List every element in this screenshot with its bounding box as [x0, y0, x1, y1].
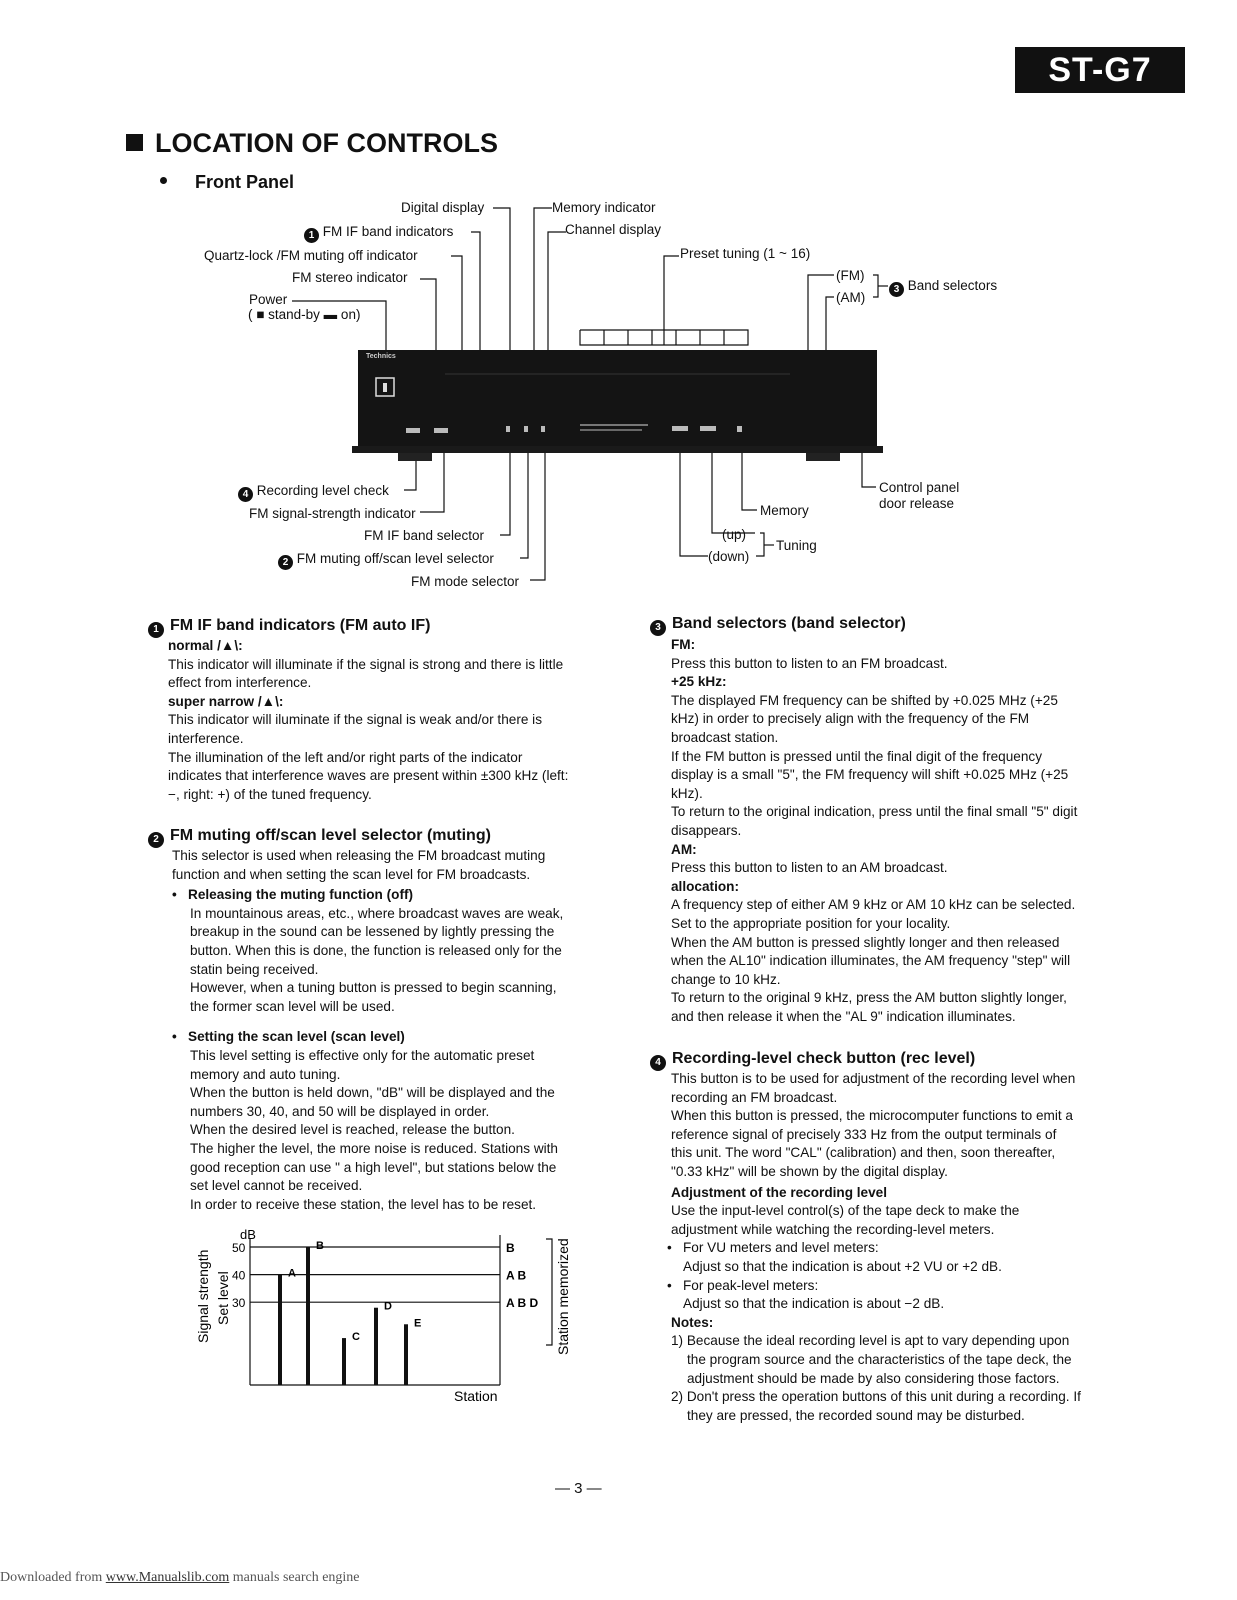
scan-level-text-2: When the button is held down, "dB" will be displayed and the numbers 30, 40, and 50 will be displayed in order.: [190, 1085, 555, 1119]
scan-level-title: • Setting the scan level (scan level): [172, 1028, 577, 1047]
chart-bar-label: B: [316, 1240, 324, 1252]
scan-level-text-5: In order to receive these station, the level has to be reset.: [190, 1196, 537, 1212]
section-1-title: [148, 617, 430, 638]
callout-fm-muting-scan: [278, 551, 494, 570]
section-3-title-text: Band selectors (band selector): [672, 615, 906, 632]
callout-rec-level-check-text: Recording level check: [256, 483, 389, 498]
page-number: — 3 —: [555, 1480, 602, 1497]
section-2-title-text: FM muting off/scan level selector (muting): [170, 827, 491, 844]
vu-meter-text: Adjust so that the indication is about +2 VU or +2 dB.: [683, 1258, 1002, 1274]
callout-quartz-lock: Quartz-lock /FM muting off indicator: [204, 248, 418, 263]
callout-band-selectors-text: Band selectors: [907, 278, 998, 293]
releasing-muting-text-2: However, when a tuning button is pressed to begin scanning, the former scan level will be used.: [190, 980, 557, 1014]
super-narrow-label: super narrow /▲\:: [168, 693, 284, 709]
callout-band-selectors: [889, 278, 997, 297]
allocation-text-2: When the AM button is pressed slightly longer and then released when the AL10" indication illuminates, the AM frequency "step" will change to 10 kHz.: [671, 934, 1071, 987]
adjustment-title: Adjustment of the recording level: [671, 1184, 888, 1200]
number-1-icon: 1: [148, 622, 164, 638]
note-1: 1) Because the ideal recording level is apt to vary depending upon the program source and the characteristics of the tape deck, the adjustment should be made by also considering those factors.: [671, 1333, 1072, 1386]
callout-fm-signal-strength: FM signal-strength indicator: [249, 506, 416, 521]
callout-am: (AM): [836, 290, 866, 305]
allocation-text-1: A frequency step of either AM 9 kHz or AM 10 kHz can be selected. Set to the appropriate position for your locality.: [671, 897, 1076, 931]
callout-tuning: Tuning: [776, 538, 817, 553]
subtitle-text: Front Panel: [195, 172, 295, 192]
callout-fm-stereo: FM stereo indicator: [292, 270, 408, 285]
peak-meter-title: • For peak-level meters:: [667, 1277, 1081, 1296]
section-1-body: [168, 637, 576, 804]
super-narrow-text: This indicator will iluminate if the signal is weak and/or there is interference.: [168, 712, 542, 746]
number-3-icon: 3: [650, 620, 666, 636]
callout-fm: (FM): [836, 268, 865, 283]
chart-level-label: 50: [232, 1241, 246, 1255]
chart-ylabel-outer: Signal strength: [195, 1249, 211, 1343]
chart-memorized-label: A B: [506, 1268, 527, 1283]
callout-digital-display: Digital display: [401, 200, 485, 215]
rec-level-text-1: This button is to be used for adjustment of the recording level when recording an FM broadcast.: [671, 1071, 1076, 1105]
k25-text-1: The displayed FM frequency can be shifted by +0.025 MHz (+25 kHz) in order to precisely align with the frequency of the FM broadcast station.: [671, 692, 1058, 745]
rec-level-text-2: When this button is pressed, the microcomputer functions to emit a reference signal of precisely 333 Hz from the output terminals of this unit. The word "CAL" (calibration) and then, soon thereafter, "0.33 kHz" will be shown by the digital display.: [671, 1108, 1073, 1179]
chart-memorized-label: B: [506, 1241, 515, 1255]
chart-memorized-label: A B D: [506, 1296, 539, 1311]
scan-level-text-3: When the desired level is reached, release the button.: [190, 1122, 515, 1138]
callout-channel-display: Channel display: [565, 222, 662, 237]
callout-memory: Memory: [760, 503, 809, 518]
fm-label: FM:: [671, 637, 696, 652]
model-badge: ST-G7: [1015, 47, 1185, 93]
tuner-device: [352, 350, 883, 461]
callout-rec-level-check: [238, 483, 389, 502]
number-2-icon: 2: [278, 555, 293, 570]
callout-fm-muting-scan-text: FM muting off/scan level selector: [296, 551, 494, 566]
chart-level-label: 40: [232, 1268, 246, 1283]
front-panel-diagram: [0, 0, 1237, 620]
am-label: AM:: [671, 841, 697, 857]
k25-label: +25 kHz:: [671, 674, 727, 690]
chart-unit: dB: [240, 1227, 256, 1242]
number-2-icon: 2: [148, 832, 164, 848]
releasing-muting-text-1: In mountainous areas, etc., where broadcast waves are weak, breakup in the sound can be lessened by lightly pressing the button. When this is done, the function is released only for the statin being received.: [190, 905, 564, 977]
chart-ylabel-right: Station memorized: [555, 1238, 571, 1355]
notes-label: Notes:: [671, 1314, 714, 1330]
footer: [0, 1570, 360, 1586]
releasing-muting-title: • Releasing the muting function (off): [172, 886, 577, 905]
normal-label: normal /▲\:: [168, 638, 243, 653]
callout-fm-if-band-indicators: [304, 224, 453, 243]
k25-text-2: If the FM button is pressed until the final digit of the frequency display is a small "5", the FM frequency will shift +0.025 MHz (+25 kHz).: [671, 748, 1069, 801]
chart-memorized-bracket: [546, 1239, 552, 1345]
k25-text-3: To return to the original indication, press until the final small "5" digit disappears.: [671, 804, 1078, 838]
fm-text: Press this button to listen to an FM broadcast.: [671, 655, 948, 671]
callout-fm-if-band-selector: FM IF band selector: [364, 528, 485, 543]
chart-bar-label: A: [288, 1267, 296, 1280]
number-1-icon: 1: [304, 228, 319, 243]
vu-meter-title: • For VU meters and level meters:: [667, 1239, 1081, 1258]
section-2-body: [172, 847, 577, 1214]
section-4-title: [650, 1050, 975, 1071]
normal-text: This indicator will illuminate if the signal is strong and there is little effect from interference.: [168, 656, 564, 691]
chart-bar-label: D: [384, 1300, 392, 1313]
peak-meter-text: Adjust so that the indication is about −2 dB.: [683, 1296, 945, 1312]
note-2: 2) Don't press the operation buttons of this unit during a recording. If they are pressed, the recorded sound may be disturbed.: [671, 1389, 1081, 1423]
chart-bar-label: C: [352, 1331, 360, 1344]
manualslib-link[interactable]: www.Manualslib.com: [105, 1570, 230, 1585]
section-1-title-text: FM IF band indicators (FM auto IF): [170, 617, 431, 634]
chart-bar: [404, 1324, 408, 1385]
device-brand-logo: Technics: [366, 353, 396, 360]
number-4-icon: 4: [238, 487, 253, 502]
section-3-body: [671, 636, 1079, 1026]
allocation-label: allocation:: [671, 878, 739, 894]
section-2-title: [148, 827, 491, 848]
chart-bar: [278, 1275, 282, 1385]
chart-bar-label: E: [414, 1317, 422, 1330]
muting-intro: This selector is used when releasing the FM broadcast muting function and when setting the scan level for FM broadcasts.: [172, 848, 546, 882]
callout-control-panel-1: Control panel: [879, 480, 960, 495]
chart-bar: [306, 1247, 310, 1385]
chart-xlabel: Station: [454, 1388, 498, 1404]
footer-suffix: manuals search engine: [229, 1570, 360, 1585]
number-4-icon: 4: [650, 1055, 666, 1071]
footer-prefix: Downloaded from: [0, 1570, 106, 1585]
chart-bar: [374, 1308, 378, 1385]
callout-up: (up): [722, 527, 747, 542]
section-4-title-text: Recording-level check button (rec level): [672, 1050, 976, 1067]
page-title-text: LOCATION OF CONTROLS: [155, 128, 498, 158]
chart-bar: [342, 1338, 346, 1385]
scan-level-text-4: The higher the level, the more noise is reduced. Stations with good reception can use " a high level", but stations below the set level cannot be received.: [190, 1140, 558, 1194]
callout-fm-if-band-indicators-text: FM IF band indicators: [322, 224, 454, 239]
am-text: Press this button to listen to an AM broadcast.: [671, 860, 948, 876]
illumination-text: The illumination of the left and/or right parts of the indicator indicates that interference waves are present within ±300 kHz (left: −, right: +) of the tuned frequency.: [168, 749, 569, 802]
scan-level-chart: [180, 1225, 580, 1410]
section-3-title: [650, 615, 906, 636]
callout-fm-mode-selector: FM mode selector: [411, 574, 520, 589]
adjustment-text: Use the input-level control(s) of the tape deck to make the adjustment while watching the recording-level meters.: [671, 1203, 1020, 1237]
callout-preset-tuning: Preset tuning (1 ~ 16): [680, 246, 811, 261]
callout-down: (down): [708, 549, 750, 564]
allocation-text-3: To return to the original 9 kHz, press the AM button slightly longer, and then release it when the "AL 9" indication illuminates.: [671, 990, 1067, 1024]
number-3-icon: 3: [889, 282, 904, 297]
chart-level-label: 30: [232, 1296, 246, 1311]
callout-power-sub: ( ■ stand-by ▬ on): [248, 307, 361, 322]
scan-level-text-1: This level setting is effective only for the automatic preset memory and auto tuning.: [190, 1047, 535, 1082]
chart-ylabel-inner: Set level: [215, 1271, 231, 1325]
callout-power: Power: [249, 292, 288, 307]
section-4-body: [671, 1070, 1081, 1425]
callout-memory-indicator: Memory indicator: [552, 200, 656, 215]
callout-control-panel-2: door release: [879, 496, 955, 511]
